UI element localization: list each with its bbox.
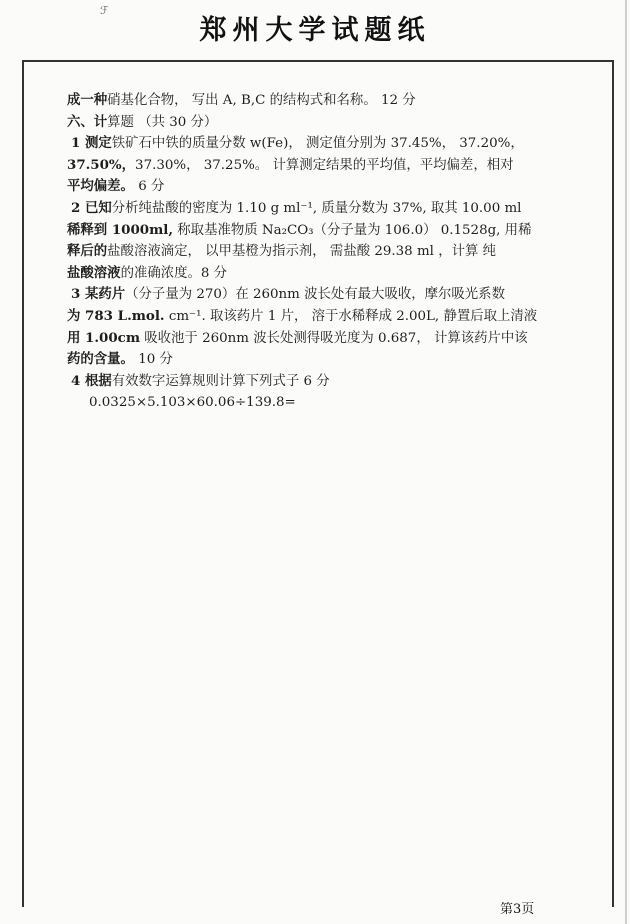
question-2-line-3 (67, 241, 572, 263)
printed-text: 吸收池于 260nm 波长处测得吸光度为 0.687， 计算该药片中该 (140, 330, 528, 346)
section-heading (67, 112, 572, 134)
printed-text: 分析纯盐酸的密度为 1.10 g ml⁻¹, 质量分数为 37%, 取其 10.00 ml (111, 200, 522, 216)
handwritten-text: 37.50%， (67, 156, 136, 173)
printed-text: 盐酸溶液滴定， 以甲基橙为指示剂， 需盐酸 29.38 ml ，计算 纯 (107, 244, 497, 260)
handwritten-text: 为 783 L.mol. (67, 307, 165, 324)
handwritten-text: 六、计 (67, 113, 108, 130)
handwritten-text: 用 1.00cm (67, 329, 140, 346)
printed-text: 37.30%， 37.25%。 计算测定结果的平均值，平均偏差，相对 (135, 157, 514, 173)
question-1-line-3 (67, 176, 572, 198)
question-3-line-4 (67, 349, 572, 371)
question-2-line-2 (67, 220, 572, 242)
printed-text: 算题 （共 30 分） (107, 114, 218, 130)
printed-text: 称取基准物质 Na₂CO₃（分子量为 106.0） 0.1528g, 用稀 (173, 222, 532, 238)
handwritten-text: 药的含量。 (67, 351, 134, 368)
handwritten-text: 1 测定 (71, 135, 112, 152)
printed-text: 的准确浓度。8 分 (120, 265, 228, 281)
scan-mark: ℱ (100, 4, 109, 17)
page-number: 第3页 (500, 902, 535, 917)
page-title: 郑州大学试题纸 (199, 15, 431, 46)
question-4-line-1 (67, 371, 572, 393)
handwritten-text: 4 根据 (71, 372, 112, 389)
printed-text: 铁矿石中铁的质量分数 w(Fe)， 测定值分别为 37.45%， 37.20%， (111, 136, 524, 152)
handwritten-text: 稀释到 1000ml, (67, 221, 174, 238)
question-body (67, 90, 572, 414)
handwritten-text: 释后的 (67, 243, 108, 260)
printed-text: 硝基化合物， 写出 A, B,C 的结构式和名称。 12 分 (107, 93, 416, 108)
question-3-line-3 (67, 328, 572, 350)
handwritten-text: 平均偏差。 (67, 178, 134, 195)
question-2-line-1 (67, 198, 572, 220)
formula-text: 0.0325×5.103×60.06÷139.8= (89, 395, 296, 411)
handwritten-text: 成一种 (67, 92, 108, 108)
scan-edge (625, 0, 627, 924)
printed-text: （分子量为 270）在 260nm 波长处有最大吸收，摩尔吸光系数 (125, 287, 505, 303)
handwritten-text: 2 已知 (71, 199, 112, 216)
question-4-formula (67, 392, 572, 414)
printed-text: cm⁻¹. 取该药片 1 片， 溶于水稀释成 2.00L, 静置后取上清液 (164, 308, 538, 324)
question-3-line-2 (67, 306, 572, 328)
printed-text: 有效数字运算规则计算下列式子 6 分 (111, 373, 330, 389)
question-1-line-2 (67, 155, 572, 177)
handwritten-text: 3 某药片 (71, 286, 126, 303)
question-2-line-4 (67, 263, 572, 285)
question-1-line-1 (67, 133, 572, 155)
printed-text: 6 分 (133, 179, 165, 195)
printed-text: 10 分 (133, 352, 173, 368)
text-line-1 (67, 90, 572, 112)
question-3-line-1 (67, 284, 572, 306)
handwritten-text: 盐酸溶液 (67, 264, 121, 281)
